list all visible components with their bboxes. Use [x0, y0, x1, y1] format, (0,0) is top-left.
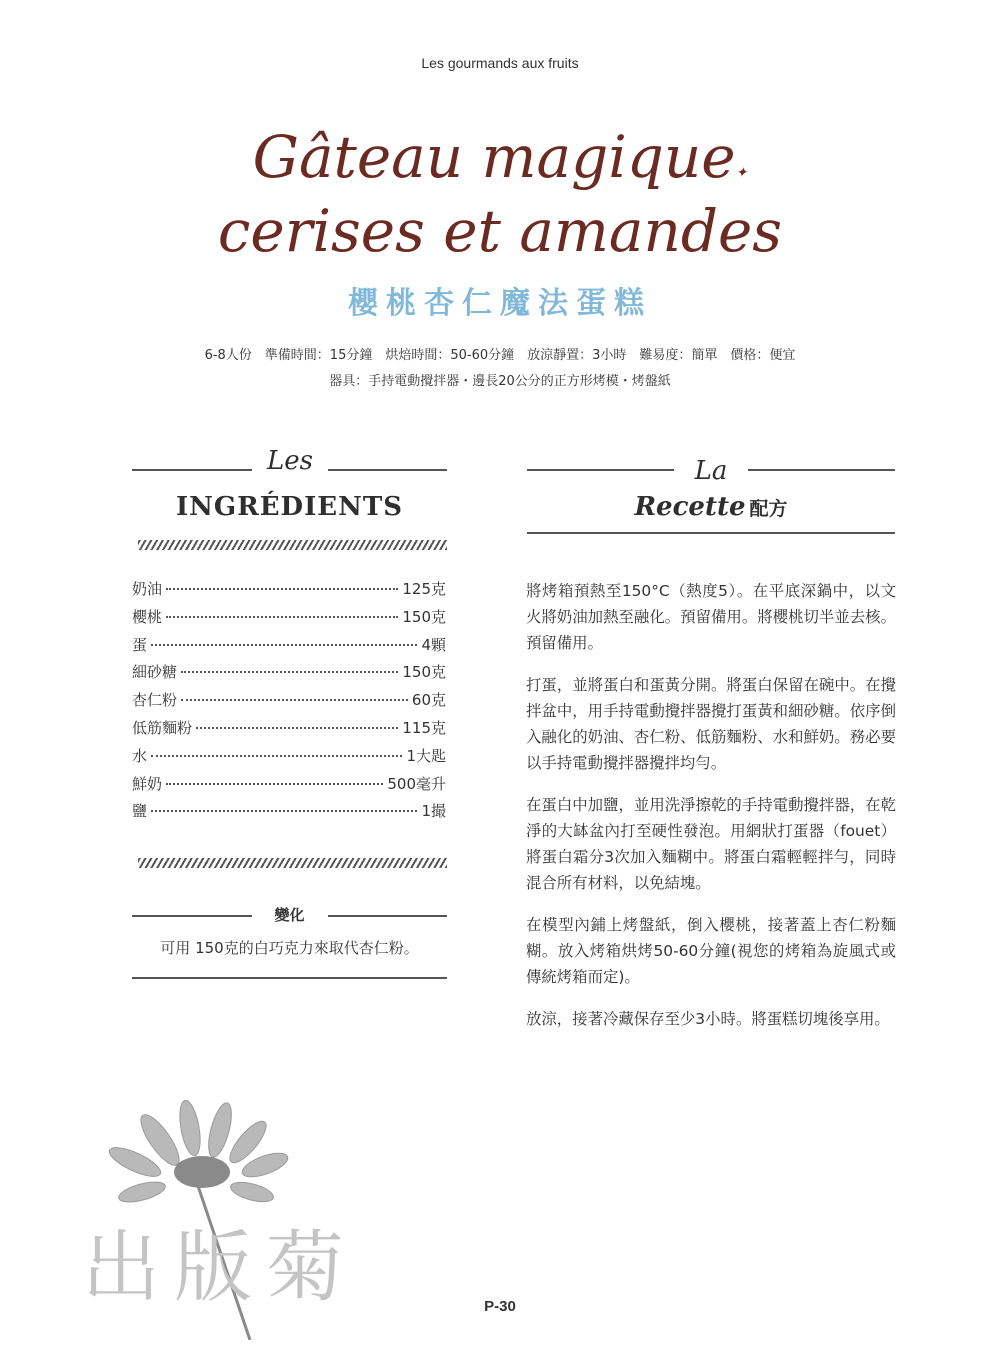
- ingredient-quantity: 1撮: [421, 802, 446, 821]
- recipe-step: 在模型內鋪上烤盤紙，倒入櫻桃，接著蓋上杏仁粉麵糊。放入烤箱烘烤50-60分鐘(視您的烤箱為旋風式或傳統烤箱而定)。: [526, 916, 896, 986]
- ingredient-quantity: 60克: [411, 691, 446, 710]
- sparkle-icon: ✦: [735, 165, 748, 181]
- ingredient-quantity: 1大匙: [406, 746, 446, 765]
- ingredient-row: [132, 717, 446, 745]
- ingredient-name: 杏仁粉: [132, 691, 178, 710]
- ingredient-row: [132, 773, 446, 801]
- ingredients-rule-left: [132, 469, 252, 471]
- recipe-step: 放涼，接著冷藏保存至少3小時。將蛋糕切塊後享用。: [526, 1010, 890, 1028]
- recipe-step: 打蛋，並將蛋白和蛋黃分開。將蛋白保留在碗中。在攪拌盆中，用手持電動攪拌器攪打蛋黃和細砂糖。依序倒入融化的奶油、杏仁粉、低筋麵粉、水和鮮奶。務必要以手持電動攪拌器攪拌均勻。: [526, 676, 896, 772]
- recipe-rule-left: [527, 469, 674, 471]
- title-line-2: cerises et amandes: [217, 197, 783, 265]
- ingredient-row: [132, 745, 446, 773]
- ingredients-hatch-bottom: [138, 858, 447, 868]
- recipe-script-small: La: [694, 456, 728, 486]
- variation-title: 變化: [274, 906, 305, 924]
- ingredient-quantity: 500毫升: [387, 774, 446, 793]
- ingredients-script: Les: [267, 446, 313, 476]
- ingredient-row: [132, 606, 446, 634]
- ingredients-rule-right: [328, 469, 447, 471]
- equipment-line: 器具：手持電動攪拌器・邊長20公分的正方形烤模・烤盤紙: [329, 374, 671, 389]
- variation-rule-bottom: [132, 977, 447, 979]
- dot-leader: [166, 616, 398, 618]
- dot-leader: [166, 588, 398, 590]
- ingredient-name: 蛋: [132, 635, 148, 654]
- dot-leader: [196, 727, 398, 729]
- ingredient-quantity: 150克: [402, 663, 446, 682]
- ingredient-row: [132, 634, 446, 662]
- ingredients-heading: INGRÉDIENTS: [176, 492, 403, 522]
- ingredient-row: [132, 661, 446, 689]
- chinese-title: 櫻桃杏仁魔法蛋糕: [348, 286, 652, 321]
- ingredient-name: 鹽: [132, 802, 148, 821]
- running-head: Les gourmands aux fruits: [421, 55, 579, 71]
- recipe-step: 將烤箱預熱至150°C（熱度5）。在平底深鍋中，以文火將奶油加熱至融化。預留備用。將櫻桃切半並去核。預留備用。: [526, 582, 896, 652]
- dot-leader: [151, 755, 402, 757]
- dot-leader: [166, 783, 383, 785]
- ingredient-quantity: 150克: [402, 607, 446, 626]
- dot-leader: [151, 810, 417, 812]
- recipe-rule-bottom: [527, 532, 895, 534]
- ingredient-quantity: 115克: [402, 718, 446, 737]
- title-line-1-text: Gâteau magique: [252, 123, 736, 191]
- page-number: P-30: [484, 1298, 516, 1315]
- recipe-step: 在蛋白中加鹽，並用洗淨擦乾的手持電動攪拌器，在乾淨的大缽盆內打至硬性發泡。用網狀打蛋器（fouet）將蛋白霜分3次加入麵糊中。將蛋白霜輕輕拌勻，同時混合所有材料，以免結塊。: [526, 796, 896, 892]
- watermark-text: 出版菊: [82, 1223, 359, 1313]
- ingredient-name: 細砂糖: [132, 663, 178, 682]
- ingredients-hatch-top: [138, 540, 447, 550]
- dot-leader: [151, 644, 417, 646]
- variation-rule-right: [328, 915, 447, 917]
- title-line-1: [0, 124, 1000, 206]
- recipe-chinese-heading: 配方: [749, 498, 788, 520]
- ingredient-row: [132, 689, 446, 717]
- ingredient-name: 櫻桃: [132, 607, 163, 626]
- recipe-heading: [527, 492, 895, 522]
- ingredient-quantity: 4顆: [421, 635, 446, 654]
- ingredient-name: 鮮奶: [132, 774, 163, 793]
- ingredient-row: [132, 578, 446, 606]
- recipe-steps: [526, 578, 896, 1048]
- ingredient-row: [132, 800, 446, 828]
- recipe-meta: 6-8人份 準備時間：15分鐘 烘焙時間：50-60分鐘 放涼靜置：3小時 難易度：簡單 價格：便宜: [204, 348, 796, 363]
- variation-text: 可用 150克的白巧克力來取代杏仁粉。: [160, 939, 419, 957]
- ingredient-name: 水: [132, 746, 148, 765]
- ingredient-quantity: 125克: [402, 580, 446, 598]
- dot-leader: [181, 699, 408, 701]
- recipe-script-big: Recette: [634, 492, 746, 522]
- ingredients-list: [132, 578, 446, 828]
- recipe-rule-right: [748, 469, 895, 471]
- dot-leader: [181, 671, 398, 673]
- ingredient-name: 低筋麵粉: [132, 718, 193, 737]
- ingredient-name: 奶油: [132, 580, 163, 598]
